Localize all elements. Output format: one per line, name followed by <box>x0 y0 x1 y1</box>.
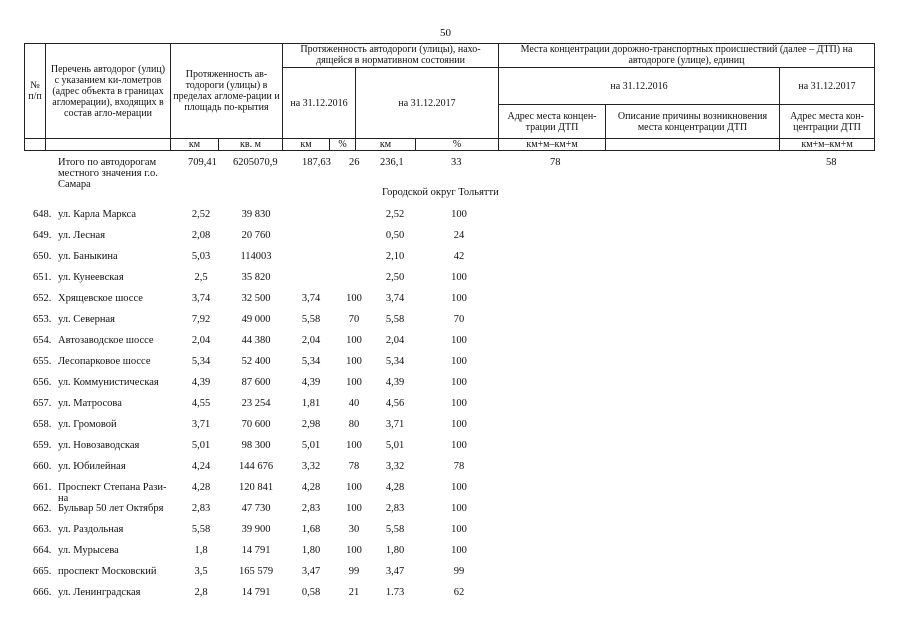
row-road-name: Хрящевское шоссе <box>58 293 143 304</box>
row-km-2016: 5,01 <box>301 440 321 451</box>
unit-sqm: кв. м <box>219 139 283 151</box>
total-km-2016: 187,63 <box>302 157 331 168</box>
row-road-name: Автозаводское шоссе <box>58 335 154 346</box>
row-number: 658. <box>33 419 52 430</box>
row-km-2016: 2,83 <box>301 503 321 514</box>
row-area-sqm: 165 579 <box>238 566 274 577</box>
row-km-2017: 2,50 <box>385 272 405 283</box>
row-km-2016: 5,34 <box>301 356 321 367</box>
row-road-name: ул. Раздольная <box>58 524 124 535</box>
row-number: 657. <box>33 398 52 409</box>
row-road-name: ул. Мурысева <box>58 545 119 556</box>
header-road-list: Перечень автодорог (улиц) с указанием ки-лометров (адрес объекта в границах агломерации), входящих в состав агло-мерации <box>46 44 171 139</box>
row-number: 649. <box>33 230 52 241</box>
row-area-sqm: 14 791 <box>241 545 271 556</box>
row-km-2017: 2,52 <box>385 209 405 220</box>
row-length-km: 4,28 <box>191 482 211 493</box>
row-number: 662. <box>33 503 52 514</box>
row-length-km: 5,58 <box>191 524 211 535</box>
row-pct-2017: 78 <box>453 461 465 472</box>
row-km-2016: 5,58 <box>301 314 321 325</box>
row-pct-2017: 100 <box>451 419 467 430</box>
row-number: 656. <box>33 377 52 388</box>
header-length: Протяженность ав-тодороги (улицы) в пределах агломе-рации и площадь по-крытия <box>171 44 283 139</box>
row-pct-2017: 100 <box>451 545 467 556</box>
row-length-km: 7,92 <box>191 314 211 325</box>
row-pct-2017: 100 <box>451 440 467 451</box>
row-pct-2016: 100 <box>346 503 362 514</box>
row-road-name: ул. Кунеевская <box>58 272 124 283</box>
page-number: 50 <box>440 27 451 39</box>
row-km-2016: 4,39 <box>301 377 321 388</box>
row-length-km: 5,03 <box>191 251 211 262</box>
row-number: 648. <box>33 209 52 220</box>
row-pct-2016: 100 <box>346 356 362 367</box>
row-pct-2016: 100 <box>346 545 362 556</box>
row-pct-2016: 30 <box>348 524 360 535</box>
row-road-name: Бульвар 50 лет Октября <box>58 503 164 514</box>
row-pct-2016: 40 <box>348 398 360 409</box>
row-km-2016: 1,80 <box>301 545 321 556</box>
unit-pct-2016: % <box>330 139 356 151</box>
row-km-2017: 0,50 <box>385 230 405 241</box>
row-pct-2016: 80 <box>348 419 360 430</box>
row-km-2017: 2,10 <box>385 251 405 262</box>
row-km-2017: 5,58 <box>385 314 405 325</box>
row-area-sqm: 47 730 <box>241 503 271 514</box>
total-label: Итого по автодорогам местного значения г.о. Самара <box>58 157 158 190</box>
row-number: 652. <box>33 293 52 304</box>
row-km-2016: 2,98 <box>301 419 321 430</box>
header-dtp: Места концентрации дорожно-транспортных происшествий (далее – ДТП) на автодороге (улице), единиц <box>499 44 875 68</box>
row-road-name: ул. Юбилейная <box>58 461 126 472</box>
row-km-2016: 3,47 <box>301 566 321 577</box>
row-length-km: 2,83 <box>191 503 211 514</box>
header-dtp-address-2017: Адрес места кон-центрации ДТП <box>780 105 875 139</box>
row-road-name: ул. Коммунистическая <box>58 377 159 388</box>
row-km-2016: 1,68 <box>301 524 321 535</box>
row-pct-2017: 100 <box>451 335 467 346</box>
row-length-km: 4,24 <box>191 461 211 472</box>
table-header <box>24 43 875 151</box>
row-road-name: ул. Карла Маркса <box>58 209 136 220</box>
row-km-2017: 4,56 <box>385 398 405 409</box>
row-km-2017: 3,47 <box>385 566 405 577</box>
row-number: 665. <box>33 566 52 577</box>
row-number: 664. <box>33 545 52 556</box>
row-km-2016: 1,81 <box>301 398 321 409</box>
header-dtp-2017: на 31.12.2017 <box>780 68 875 105</box>
row-length-km: 3,74 <box>191 293 211 304</box>
row-km-2017: 4,39 <box>385 377 405 388</box>
row-length-km: 2,5 <box>194 272 208 283</box>
row-road-name: ул. Матросова <box>58 398 122 409</box>
row-pct-2016: 100 <box>346 482 362 493</box>
row-pct-2017: 100 <box>451 272 467 283</box>
row-km-2017: 1.73 <box>385 587 405 598</box>
row-pct-2016: 100 <box>346 440 362 451</box>
header-dtp-address: Адрес места концен-трации ДТП <box>499 105 606 139</box>
row-km-2016: 4,28 <box>301 482 321 493</box>
row-number: 666. <box>33 587 52 598</box>
total-km: 709,41 <box>188 157 217 168</box>
row-pct-2017: 62 <box>453 587 465 598</box>
row-area-sqm: 44 380 <box>241 335 271 346</box>
row-km-2017: 3,71 <box>385 419 405 430</box>
row-area-sqm: 98 300 <box>241 440 271 451</box>
row-number: 659. <box>33 440 52 451</box>
row-road-name: Лесопарковое шоссе <box>58 356 151 367</box>
row-area-sqm: 114003 <box>240 251 272 262</box>
row-road-name: Проспект Степана Рази-на <box>58 482 167 504</box>
row-area-sqm: 14 791 <box>241 587 271 598</box>
row-km-2017: 3,32 <box>385 461 405 472</box>
row-length-km: 5,34 <box>191 356 211 367</box>
row-pct-2016: 99 <box>348 566 360 577</box>
total-pct-2016: 26 <box>349 157 360 168</box>
header-dtp-reason: Описание причины возникновения места концентрации ДТП <box>606 105 780 139</box>
row-number: 651. <box>33 272 52 283</box>
row-pct-2016: 100 <box>346 335 362 346</box>
header-num: № п/п <box>25 44 46 139</box>
row-road-name: ул. Громовой <box>58 419 117 430</box>
row-area-sqm: 87 600 <box>241 377 271 388</box>
row-length-km: 2,04 <box>191 335 211 346</box>
row-pct-2017: 100 <box>451 293 467 304</box>
row-number: 650. <box>33 251 52 262</box>
row-pct-2016: 70 <box>348 314 360 325</box>
unit-km-2017: км <box>356 139 416 151</box>
row-pct-2017: 100 <box>451 209 467 220</box>
row-road-name: ул. Лесная <box>58 230 106 241</box>
row-road-name: ул. Северная <box>58 314 115 325</box>
row-length-km: 2,8 <box>194 587 208 598</box>
header-dtp-2016: на 31.12.2016 <box>499 68 780 105</box>
row-km-2017: 2,04 <box>385 335 405 346</box>
row-number: 653. <box>33 314 52 325</box>
row-pct-2017: 100 <box>451 356 467 367</box>
row-area-sqm: 32 500 <box>241 293 271 304</box>
total-pct-2017: 33 <box>451 157 462 168</box>
unit-km: км <box>171 139 219 151</box>
row-km-2016: 3,74 <box>301 293 321 304</box>
row-km-2017: 3,74 <box>385 293 405 304</box>
header-norm-2016: на 31.12.2016 <box>283 68 356 139</box>
row-road-name: ул. Баныкина <box>58 251 118 262</box>
row-pct-2017: 100 <box>451 377 467 388</box>
row-km-2017: 5,58 <box>385 524 405 535</box>
row-km-2017: 1,80 <box>385 545 405 556</box>
row-km-2017: 4,28 <box>385 482 405 493</box>
row-length-km: 3,5 <box>194 566 208 577</box>
row-length-km: 1,8 <box>194 545 208 556</box>
row-number: 661. <box>33 482 52 493</box>
row-km-2016: 2,04 <box>301 335 321 346</box>
row-length-km: 2,08 <box>191 230 211 241</box>
row-road-name: ул. Ленинградская <box>58 587 141 598</box>
row-pct-2017: 42 <box>453 251 465 262</box>
total-km-2017: 236,1 <box>380 157 404 168</box>
total-sqm: 6205070,9 <box>233 157 278 168</box>
row-length-km: 5,01 <box>191 440 211 451</box>
row-number: 654. <box>33 335 52 346</box>
row-number: 663. <box>33 524 52 535</box>
row-pct-2016: 21 <box>348 587 360 598</box>
row-length-km: 4,55 <box>191 398 211 409</box>
row-pct-2017: 100 <box>451 482 467 493</box>
row-pct-2017: 99 <box>453 566 465 577</box>
row-road-name: проспект Московский <box>58 566 157 577</box>
row-length-km: 2,52 <box>191 209 211 220</box>
row-area-sqm: 39 830 <box>241 209 271 220</box>
row-area-sqm: 120 841 <box>238 482 274 493</box>
row-pct-2016: 100 <box>346 377 362 388</box>
row-area-sqm: 52 400 <box>241 356 271 367</box>
row-area-sqm: 35 820 <box>241 272 271 283</box>
row-pct-2017: 100 <box>451 524 467 535</box>
unit-km-2016: км <box>283 139 330 151</box>
row-number: 655. <box>33 356 52 367</box>
row-area-sqm: 49 000 <box>241 314 271 325</box>
unit-addr-2017: км+м–км+м <box>780 139 875 151</box>
total-dtp-2016: 78 <box>550 157 561 168</box>
header-normative: Протяженность автодороги (улицы), нахо-дящейся в нормативном состоянии <box>283 44 499 68</box>
row-area-sqm: 23 254 <box>241 398 271 409</box>
row-km-2016: 3,32 <box>301 461 321 472</box>
row-km-2017: 5,01 <box>385 440 405 451</box>
row-road-name: ул. Новозаводская <box>58 440 140 451</box>
row-pct-2017: 24 <box>453 230 465 241</box>
unit-pct-2017: % <box>416 139 499 151</box>
header-norm-2017: на 31.12.2017 <box>356 68 499 139</box>
unit-addr-2016: км+м–км+м <box>499 139 606 151</box>
row-pct-2016: 100 <box>346 293 362 304</box>
row-area-sqm: 20 760 <box>241 230 271 241</box>
total-dtp-2017: 58 <box>826 157 837 168</box>
row-area-sqm: 144 676 <box>238 461 274 472</box>
row-km-2017: 5,34 <box>385 356 405 367</box>
row-pct-2017: 100 <box>451 398 467 409</box>
row-length-km: 4,39 <box>191 377 211 388</box>
row-pct-2017: 100 <box>451 503 467 514</box>
row-area-sqm: 39 900 <box>241 524 271 535</box>
row-km-2017: 2,83 <box>385 503 405 514</box>
row-pct-2016: 78 <box>348 461 360 472</box>
section-title: Городской округ Тольятти <box>382 187 499 198</box>
row-pct-2017: 70 <box>453 314 465 325</box>
row-area-sqm: 70 600 <box>241 419 271 430</box>
row-km-2016: 0,58 <box>301 587 321 598</box>
row-length-km: 3,71 <box>191 419 211 430</box>
row-number: 660. <box>33 461 52 472</box>
